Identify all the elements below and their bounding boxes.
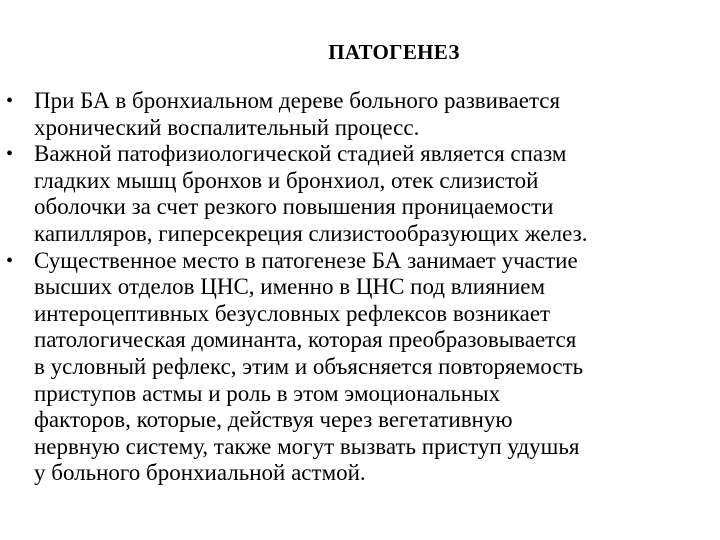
bullet-3-line-3: интероцептивных безусловных рефлексов возникает xyxy=(34,300,551,326)
bullet-1-line-2: хронический воспалительный процесс. xyxy=(34,114,420,140)
bullet-3-line-9: у больного бронхиальной астмой. xyxy=(34,460,366,486)
bullet-2-line-4: капилляров, гиперсекреция слизистообразующих желез. xyxy=(34,220,588,246)
bullet-3-line-5: в условный рефлекс, этим и объясняется повторяемость xyxy=(34,353,584,379)
bullet-3-line-1: Существенное место в патогенезе БА занимает участие xyxy=(34,247,578,273)
bullet-item-2 xyxy=(0,141,720,247)
bullet-3-line-7: факторов, которые, действуя через вегетативную xyxy=(34,407,513,433)
bullet-3-line-4: патологическая доминанта, которая преобразовывается xyxy=(34,327,577,353)
slide-title: ПАТОГЕНЕЗ xyxy=(328,40,460,64)
bullet-3-line-6: приступов астмы и роль в этом эмоциональных xyxy=(34,380,501,406)
bullet-item-1 xyxy=(0,88,720,141)
bullet-2-line-1: Важной патофизиологической стадией является спазм xyxy=(34,141,567,167)
bullet-2-line-3: оболочки за счет резкого повышения проницаемости xyxy=(34,194,554,220)
bullet-list xyxy=(0,88,720,487)
bullet-3-line-2: высших отделов ЦНС, именно в ЦНС под влиянием xyxy=(34,274,546,300)
bullet-icon: • xyxy=(6,90,14,112)
bullet-item-3 xyxy=(0,248,720,487)
bullet-1-line-1: При БА в бронхиальном дереве больного развивается xyxy=(34,88,561,113)
bullet-icon: • xyxy=(6,143,14,166)
bullet-2-line-2: гладких мышц бронхов и бронхиол, отек слизистой xyxy=(34,167,539,193)
bullet-icon: • xyxy=(6,249,14,272)
bullet-3-line-8: нервную систему, также могут вызвать приступ удушья xyxy=(34,433,580,459)
